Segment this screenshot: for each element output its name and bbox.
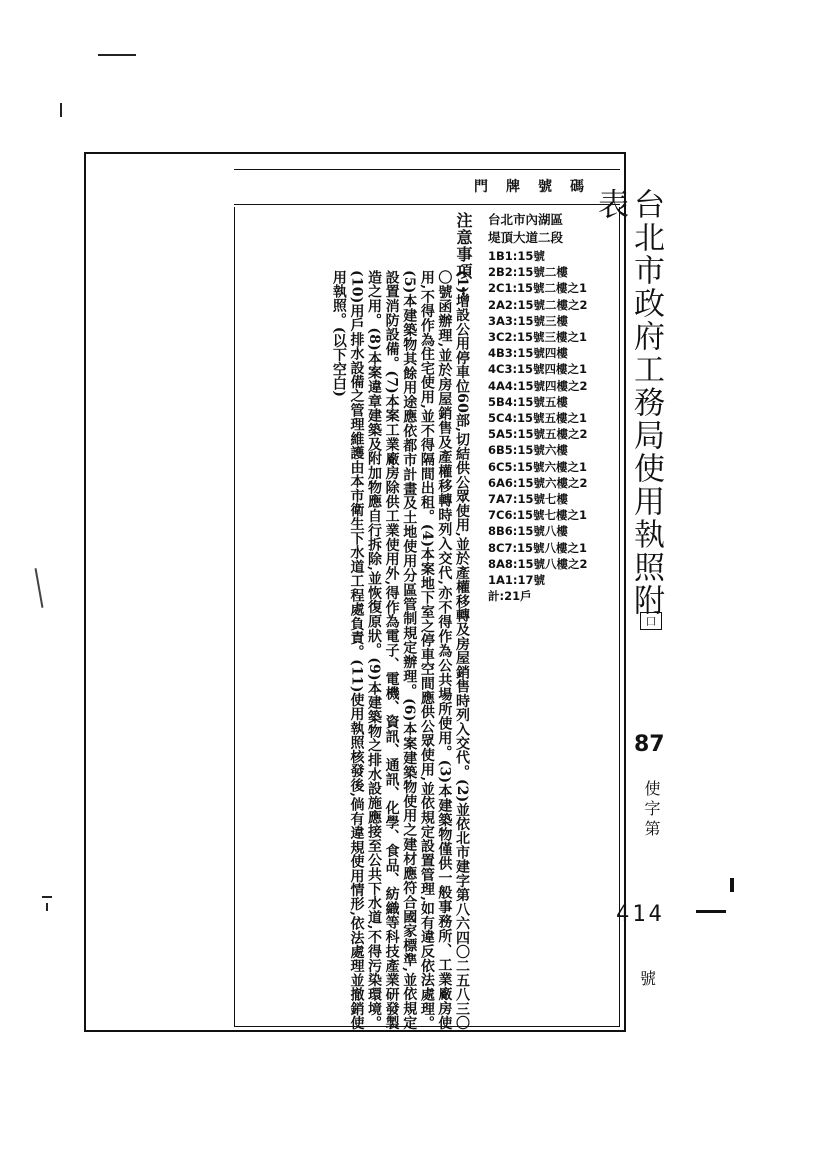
- address-item: 5A5:15號五樓之2: [488, 427, 588, 442]
- address-item: 2A2:15號二樓之2: [488, 297, 588, 312]
- address-item: 5C4:15號五樓之1: [488, 411, 588, 426]
- serial-number: 414: [616, 902, 665, 927]
- address-item: 2B2:15號二樓: [488, 265, 568, 280]
- address-item: 4C3:15號四樓之1: [488, 362, 588, 377]
- address-item: 4A4:15號四樓之2: [488, 378, 588, 393]
- address-item: 6B5:15號六樓: [488, 443, 568, 458]
- address-item: 7A7:15號七樓: [488, 492, 569, 507]
- address-street: 堤頂大道二段: [488, 230, 564, 245]
- scan-artifact: [35, 568, 44, 608]
- address-total: 計:21戶: [488, 589, 532, 604]
- address-item: 8A8:15號八樓之2: [488, 556, 588, 571]
- address-item: 1A1:17號: [488, 573, 546, 588]
- address-item: 2C1:15號二樓之1: [488, 281, 588, 296]
- address-item: 6A6:15號六樓之2: [488, 475, 588, 490]
- address-item: 5B4:15號五樓: [488, 394, 568, 409]
- notes-label: 注意事項:: [454, 212, 473, 300]
- document-title: 台北市政府工務局使用執照附表: [592, 188, 664, 617]
- scan-artifact: [42, 896, 52, 898]
- handwritten-mark: [730, 878, 734, 892]
- scan-artifact: [60, 103, 62, 117]
- handwritten-mark: [696, 910, 726, 913]
- address-list: [488, 212, 608, 604]
- address-item: 8B6:15號八樓: [488, 524, 568, 539]
- address-header: 門牌號碼: [474, 179, 602, 195]
- address-item: 6C5:15號六樓之1: [488, 459, 588, 474]
- permit-year: 87: [634, 732, 665, 757]
- scan-artifact: [98, 54, 136, 56]
- address-item: 8C7:15號八樓之1: [488, 540, 588, 555]
- address-item: 7C6:15號七樓之1: [488, 508, 588, 523]
- address-item: 1B1:15號: [488, 249, 545, 263]
- scan-artifact: [46, 903, 48, 911]
- address-item: 4B3:15號四樓: [488, 346, 568, 361]
- notes-body: (1)增設公用停車位60部,切結供公眾使用,並於產權移轉及房屋銷售時列入交代。(2)並依北市建字第八六四〇二五八三〇〇號函辦理,並於房屋銷售及產權移轉時列入交代,亦不得作為公共場所使用。(3)本建築物僅供一般事務所、工業廠房使用,不得作為住宅使用,並不得隔間出租。(4)本案地下室之停車空間應供公眾使用,並依規定設置管理,如有違反依法處理。(5)本建築物其餘用途應依都市計畫及土地使用分區管制規定辦理。(6)本案建築物使用之建材應符合國家標準,並依規定設置消防設備。(7)本案工業廠房除供工業使用外,得作為電子、電機、資訊、通訊、化學、食品、紡織等科技產業研發製造之用。(8)本案違章建築及附加物應自行拆除,並恢復原狀。(9)本建築物之排水設施應接至公共下水道,不得污染環境。(10)用戶排水設備之管理維護由本市衛生下水道工程處負責。(11)使用執照核發後,倘有違規使用情形,依法處理並撤銷使用執照。(以下空白): [330, 270, 470, 1030]
- header-row: [234, 169, 620, 205]
- serial-label: 使字第: [642, 780, 661, 840]
- address-item: 3A3:15號三樓: [488, 313, 569, 328]
- address-district: 台北市內湖區: [488, 212, 564, 227]
- serial-suffix: 號: [640, 969, 657, 988]
- address-item: 3C2:15號三樓之1: [488, 330, 588, 345]
- page-number: 口: [640, 612, 662, 630]
